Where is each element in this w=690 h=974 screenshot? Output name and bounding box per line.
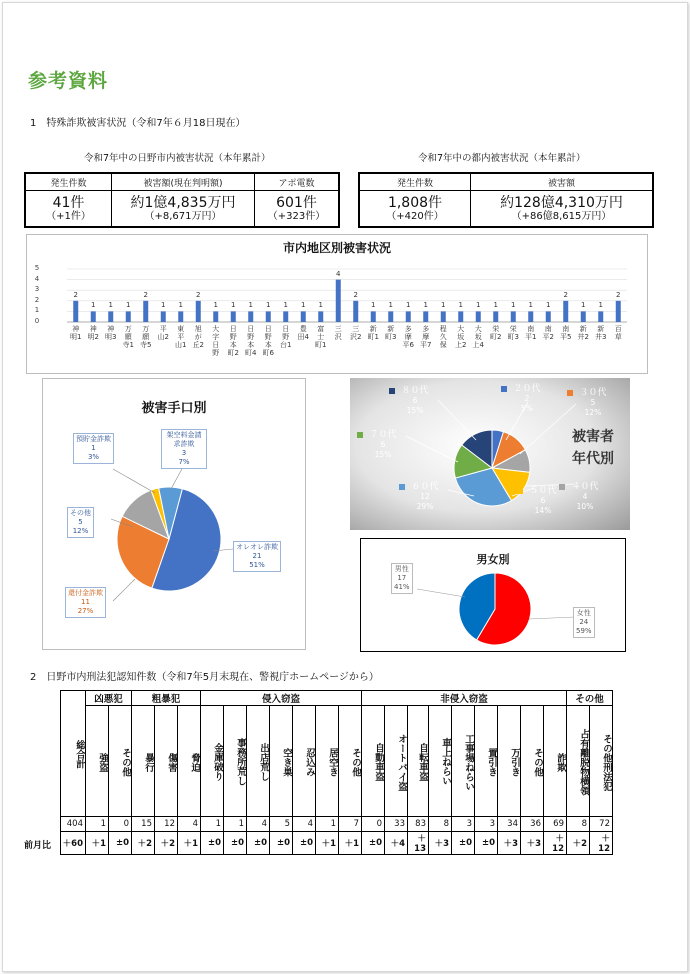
age-legend-swatch-4 [399,484,405,490]
count-21: 8 [567,817,590,832]
age-legend-swatch-5 [357,432,363,438]
diff-1: ±0 [109,832,132,855]
hino-damage-diff: （+8,671万円） [144,210,222,222]
crime-count-row [61,817,613,832]
count-7: 4 [247,817,270,832]
age-label-value-0: 2 [524,394,530,403]
method-label-oreore-pct: 51% [249,561,265,569]
method-label-other-value: 5 [78,518,83,526]
diff-11: ＋1 [339,832,362,855]
bar-4 [143,301,148,322]
gender-chart-title: 男女別 [476,553,510,566]
group-header-4: その他 [567,691,613,706]
bar-5 [161,311,166,322]
bar-22 [458,311,463,322]
column-header-12: 自動車盗 [362,706,385,817]
bar-17 [371,311,376,322]
bar-16 [353,301,358,322]
bar-6 [178,311,183,322]
column-header-18: 万引き [498,706,521,817]
tokyo-damage-diff: （+86億8,615万円） [511,210,612,222]
column-header-9: 忍込み [293,706,316,817]
bar-value-11: 1 [266,301,271,310]
bar-value-26: 1 [528,301,533,310]
method-label-oreore [233,541,281,572]
column-header-16: 工事場ねらい [452,706,475,817]
column-header-5: 金庫破り [201,706,224,817]
age-label-value-6: 6 [412,396,418,405]
x-label-26: 南平1 [525,325,537,341]
count-6: 1 [224,817,247,832]
x-label-20: 多摩平7 [420,325,432,349]
bar-3 [126,311,131,322]
age-label-name-3: ５０代 [529,486,557,496]
hino-call-cell [255,191,340,228]
diff-12: ±0 [362,832,385,855]
bar-9 [231,311,236,322]
method-label-kanpu-name: 還付金詐欺 [68,589,103,597]
x-label-8: 大字日野 [212,325,220,357]
bar-value-20: 1 [423,301,428,310]
hino-call-diff: （+323件） [267,210,326,222]
bar-14 [318,311,323,322]
method-label-kanpu-value: 11 [81,598,90,606]
count-3: 12 [155,817,178,832]
bar-26 [528,311,533,322]
bar-8 [213,311,218,322]
diff-7: ±0 [247,832,270,855]
bar-20 [423,311,428,322]
group-header-2: 侵入窃盗 [201,691,362,706]
hino-count-value: 41件 [52,194,85,211]
method-chart-panel [42,378,306,650]
age-label-name-0: ２０代 [513,384,541,394]
x-label-19: 多摩平6 [402,325,414,349]
method-label-yochokin-name: 預貯金詐欺 [76,435,111,443]
crime-diff-row [61,832,613,855]
hino-count-header: 発生件数 [25,173,112,191]
column-header-6: 事務所荒し [224,706,247,817]
bar-value-0: 2 [73,290,78,299]
hino-count-diff: （+1件） [46,210,91,222]
tokyo-caption: 令和7年中の都内被害状況（本年累計） [418,153,586,164]
method-leader-3 [113,469,155,493]
y-tick-5: 5 [34,264,40,272]
column-header-13: オートバイ盗 [385,706,408,817]
diff-21: ＋2 [567,832,590,855]
age-label-value-1: 5 [590,398,596,407]
column-header-0: 強盗 [86,706,109,817]
method-label-kanpu [65,587,106,618]
bar-11 [266,311,271,322]
section-2-heading: 2 日野市内刑法犯認知件数（令和7年5月末現在、警視庁ホームページから） [30,672,379,683]
method-label-yochokin [73,433,114,464]
count-0: 1 [86,817,109,832]
bar-28 [563,301,568,322]
count-18: 34 [498,817,521,832]
y-tick-4: 4 [34,274,40,283]
method-label-kaku-pct: 7% [178,458,190,466]
bar-value-28: 2 [563,290,568,299]
y-tick-1: 1 [34,306,40,315]
bar-21 [441,311,446,322]
age-legend-swatch-3 [517,488,523,494]
column-header-14: 自転車盗 [408,706,429,817]
method-label-other-pct: 12% [72,527,89,535]
x-label-14: 富士町1 [315,325,327,349]
bar-value-25: 1 [511,301,516,310]
bar-value-15: 4 [336,269,341,278]
count-4: 4 [178,817,201,832]
gender-label-female-name: 女性 [576,609,591,617]
gender-label-female-value: 24 [579,618,589,626]
gender-label-female [573,607,595,638]
diff-19: ＋3 [521,832,544,855]
age-label-value-2: 4 [582,492,588,501]
diff-15: ＋3 [429,832,452,855]
age-chart-title [572,426,614,470]
bar-value-13: 1 [301,301,306,310]
method-label-kanpu-pct: 27% [77,607,94,615]
age-label-name-6: ８０代 [401,386,429,396]
bar-value-3: 1 [126,301,131,310]
diff-16: ±0 [452,832,475,855]
bar-13 [301,311,306,322]
prev-month-label: 前月比 [24,841,52,851]
diff-0: ＋1 [86,832,109,855]
tokyo-count-diff: （+420件） [386,210,444,222]
gender-label-female-pct: 59% [576,627,592,635]
x-label-25: 栄町3 [507,325,519,341]
column-header-3: 傷害 [155,706,178,817]
bar-27 [546,311,551,322]
age-label-value-3: 6 [540,496,546,505]
bar-30 [598,311,603,322]
count-10: 1 [316,817,339,832]
diff-4: ＋1 [178,832,201,855]
total-header: 総合計 [61,691,86,817]
tokyo-count-header: 発生件数 [359,173,471,191]
hino-caption: 令和7年中の日野市内被害状況（本年累計） [84,153,271,164]
diff-14: ＋13 [408,832,429,855]
age-label-pct-6: 15% [406,406,424,415]
bar-value-23: 1 [476,301,481,310]
bar-value-8: 1 [213,301,218,310]
age-label-0 [510,384,544,414]
crime-group-row [61,691,613,706]
bar-value-6: 1 [178,301,183,310]
method-label-yochokin-value: 1 [91,444,96,452]
bar-19 [406,311,411,322]
diff-3: ＋2 [155,832,178,855]
x-label-2: 神明3 [105,325,117,341]
bar-value-10: 1 [248,301,253,310]
age-label-2 [568,482,602,512]
count-19: 36 [521,817,544,832]
bar-10 [248,311,253,322]
bar-value-29: 1 [581,301,586,310]
hino-call-header: アポ電数 [255,173,340,191]
age-label-name-1: ３０代 [579,388,607,398]
diff-10: ＋1 [316,832,339,855]
age-label-name-2: ４０代 [571,482,599,492]
column-header-10: 居空き [316,706,339,817]
age-label-3 [526,486,560,516]
tokyo-damage-header: 被害額 [471,173,654,191]
bar-value-21: 1 [441,301,446,310]
x-label-4: 万願寺5 [140,325,152,349]
tokyo-count-cell [359,191,471,228]
bar-24 [493,311,498,322]
hino-call-value: 601件 [276,194,317,211]
bar-value-16: 2 [353,290,358,299]
age-label-6 [398,386,432,416]
x-label-30: 新井3 [595,325,607,341]
column-header-7: 出店荒し [247,706,270,817]
x-label-9: 日野本町2 [227,325,239,357]
bar-12 [283,311,288,322]
method-label-oreore-value: 21 [252,552,262,560]
method-label-other-name: その他 [70,509,91,517]
method-leader-1 [113,579,135,601]
tokyo-summary-table [358,172,654,228]
age-leader-5 [406,436,458,462]
count-9: 4 [293,817,316,832]
x-label-11: 日野本町6 [262,325,274,357]
count-14: 83 [408,817,429,832]
age-chart-title-1: 被害者 [572,429,614,445]
count-1: 0 [109,817,132,832]
bar-1 [91,311,96,322]
bar-15 [336,280,341,322]
x-label-3: 万願寺1 [122,325,134,349]
tokyo-damage-value: 約128億4,310万円 [500,194,623,211]
method-label-kaku [161,429,207,469]
bar-value-31: 2 [616,290,621,299]
diff-6: ±0 [224,832,247,855]
gender-label-male [391,563,413,594]
page-title: 参考資料 [28,70,109,92]
diff-17: ±0 [475,832,498,855]
bar-25 [511,311,516,322]
diff-18: ＋3 [498,832,521,855]
age-label-value-5: 6 [380,440,386,449]
bar-value-5: 1 [161,301,166,310]
x-label-12: 日野台1 [280,325,292,349]
y-tick-3: 3 [34,285,40,294]
crime-table [60,690,613,855]
hino-damage-cell [112,191,255,228]
gender-label-male-name: 男性 [394,565,409,573]
age-label-pct-1: 12% [584,408,602,417]
x-label-18: 新町3 [385,325,397,341]
group-header-3: 非侵入窃盗 [362,691,567,706]
x-label-1: 神明2 [87,325,99,341]
bar-value-27: 1 [546,301,551,310]
bar-value-7: 2 [196,290,201,299]
age-label-pct-0: 5% [521,404,533,413]
count-8: 5 [270,817,293,832]
method-label-yochokin-pct: 3% [87,453,100,461]
diff-9: ±0 [293,832,316,855]
bar-value-30: 1 [598,301,603,310]
x-label-15: 三沢 [334,325,342,341]
x-label-5: 平山2 [157,325,169,341]
y-tick-0: 0 [34,317,40,325]
column-header-17: 置引き [475,706,498,817]
bar-value-19: 1 [406,301,411,310]
hino-damage-header: 被害額(現在判明額) [112,173,255,191]
method-leader-4 [171,467,183,489]
x-label-23: 大坂上4 [472,325,484,349]
count-17: 3 [475,817,498,832]
age-label-1 [576,388,610,418]
bar-18 [388,311,393,322]
bar-value-9: 1 [231,301,236,310]
age-label-pct-3: 14% [534,506,552,515]
age-label-name-5: ７０代 [369,430,397,440]
group-header-1: 粗暴犯 [132,691,201,706]
total-count: 404 [61,817,86,832]
x-label-27: 南平2 [542,325,554,341]
y-tick-2: 2 [34,295,40,304]
age-leader-6 [438,400,476,440]
bar-value-4: 2 [143,290,148,299]
age-label-5 [366,430,400,460]
bar-value-1: 1 [91,301,96,310]
column-header-4: 脅迫 [178,706,201,817]
column-header-15: 車上ねらい [429,706,452,817]
age-label-pct-4: 29% [416,502,434,511]
district-chart-panel [26,234,648,374]
bar-value-17: 1 [371,301,376,310]
diff-13: ＋4 [385,832,408,855]
diff-8: ±0 [270,832,293,855]
bar-31 [616,301,621,322]
age-legend-swatch-1 [567,390,573,396]
column-header-8: 空き巣 [270,706,293,817]
count-13: 33 [385,817,408,832]
bar-value-18: 1 [388,301,393,310]
count-20: 69 [544,817,567,832]
bar-7 [196,301,201,322]
age-chart-panel [350,378,630,530]
bar-value-14: 1 [318,301,323,310]
diff-5: ±0 [201,832,224,855]
age-label-4 [408,482,442,512]
tokyo-damage-cell [471,191,654,228]
x-label-22: 大坂上2 [455,325,467,349]
count-22: 72 [590,817,613,832]
x-label-24: 栄町2 [490,325,502,341]
bar-23 [476,311,481,322]
age-chart-title-2: 年代別 [572,451,614,467]
count-12: 0 [362,817,385,832]
bar-value-24: 1 [493,301,498,310]
x-label-17: 新町1 [367,325,379,341]
gender-label-male-value: 17 [397,574,407,582]
age-label-pct-5: 15% [374,450,392,459]
method-label-oreore-name: オレオレ詐欺 [236,543,278,551]
age-label-name-4: ６０代 [411,482,439,492]
x-label-0: 神明1 [70,325,82,341]
tokyo-count-value: 1,808件 [387,194,443,211]
bar-value-22: 1 [458,301,463,310]
bar-value-2: 1 [108,301,113,310]
age-label-pct-2: 10% [576,502,594,511]
method-label-other [67,507,94,538]
x-label-21: 程久保 [439,325,447,349]
group-header-0: 凶悪犯 [86,691,132,706]
age-label-value-4: 12 [420,492,430,501]
x-label-10: 日野本町4 [245,325,257,357]
column-header-1: その他 [109,706,132,817]
column-header-11: その他 [339,706,362,817]
crime-column-row [61,706,613,817]
x-label-28: 南平5 [560,325,572,341]
diff-2: ＋2 [132,832,155,855]
count-2: 15 [132,817,155,832]
bar-29 [581,311,586,322]
gender-leader-1 [529,617,575,619]
x-label-7: 旭が丘2 [192,325,204,349]
age-legend-swatch-0 [501,386,507,392]
column-header-20: 詐欺 [544,706,567,817]
count-11: 7 [339,817,362,832]
hino-count-cell [25,191,112,228]
count-16: 3 [452,817,475,832]
count-15: 8 [429,817,452,832]
count-5: 1 [201,817,224,832]
bar-2 [108,311,113,322]
x-label-13: 豊田4 [297,325,309,341]
gender-label-male-pct: 41% [394,583,410,591]
hino-damage-value: 約1億4,835万円 [130,194,236,211]
x-label-6: 東平山1 [175,325,187,349]
district-chart-title: 市内地区別被害状況 [282,241,391,255]
section-1-heading: 1 特殊詐欺被害状況（令和7年６月18日現在） [30,118,246,129]
gender-chart-panel [360,538,626,652]
age-legend-swatch-6 [389,388,395,394]
total-diff: ＋60 [61,832,86,855]
bar-value-12: 1 [283,301,288,310]
x-label-29: 新井2 [577,325,589,341]
x-label-31: 百草 [614,325,622,341]
diff-22: ＋12 [590,832,613,855]
method-label-kaku-name: 架空料金請求詐欺 [166,431,202,448]
gender-leader-0 [417,589,465,597]
column-header-19: その他 [521,706,544,817]
hino-summary-table [24,172,340,228]
method-chart-title: 被害手口別 [141,401,207,416]
column-header-2: 暴行 [132,706,155,817]
diff-20: ＋12 [544,832,567,855]
column-header-21: 占有離脱物横領 [567,706,590,817]
bar-0 [73,301,78,322]
method-label-kaku-value: 3 [181,449,187,457]
x-label-16: 三沢2 [350,325,362,341]
column-header-22: その他刑法犯 [590,706,613,817]
